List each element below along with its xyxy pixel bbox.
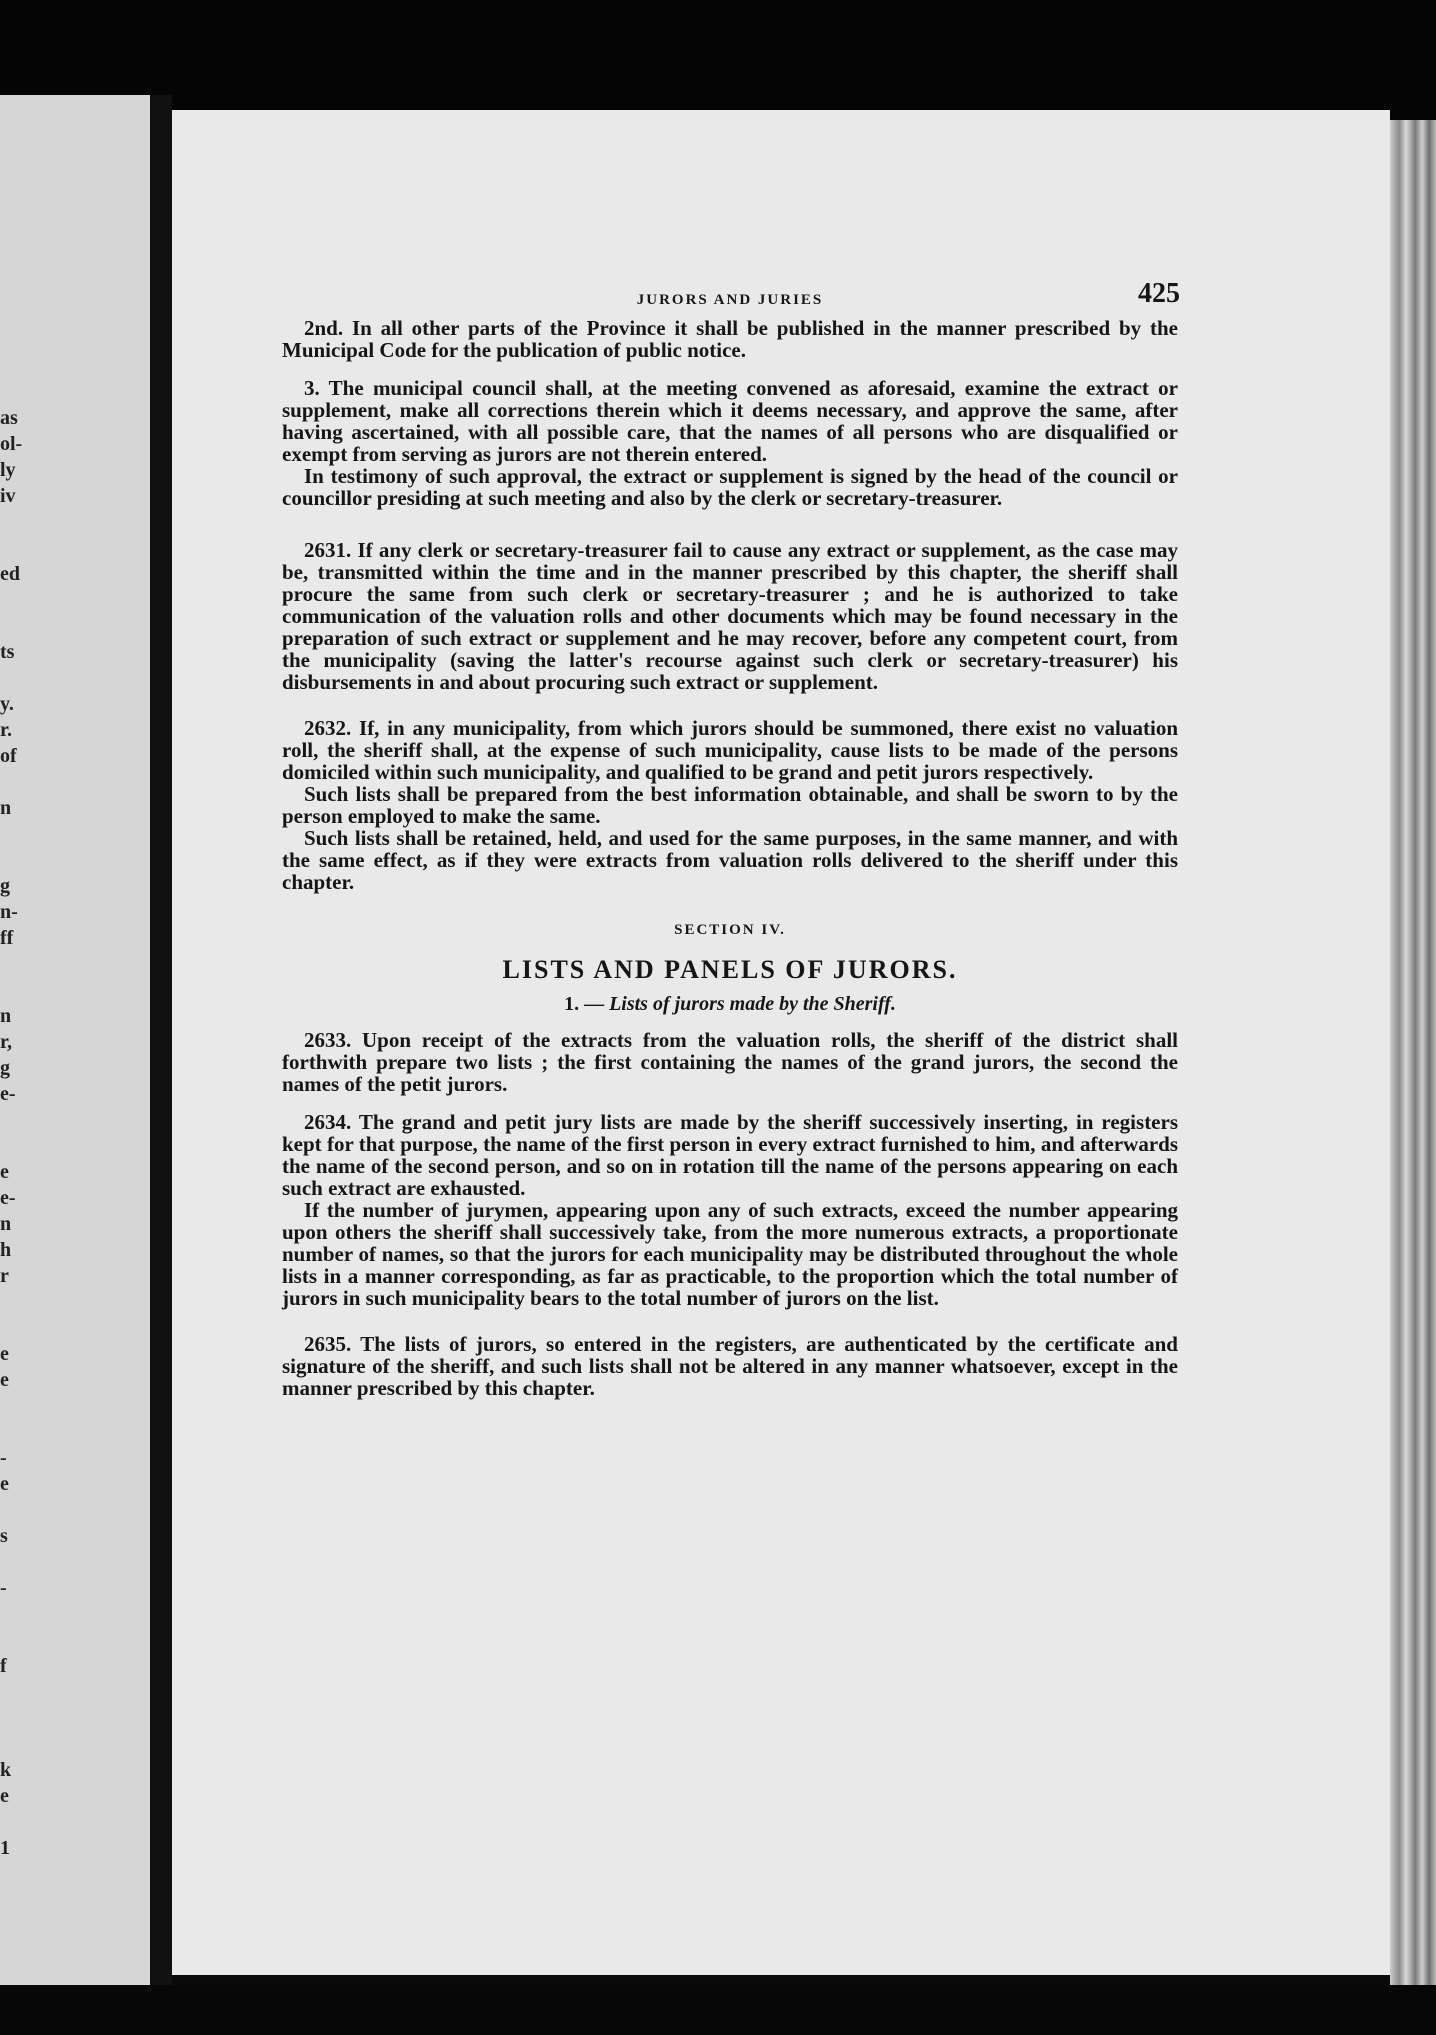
facing-page-fragment: e [0,1343,9,1365]
facing-page-fragment: n [0,1213,12,1235]
facing-page-fragment [0,535,70,561]
facing-page-fragment: e- [0,1083,16,1105]
paragraph-testimony: In testimony of such approval, the extract or supplement is signed by the head of the council or councillor presiding at such meeting and also by the clerk or secretary-treasurer. [282,464,1178,510]
running-head [282,278,1180,317]
facing-page-fragment [0,821,70,847]
facing-page-fragment: r, [0,1031,13,1053]
paragraph-2632-c: Such lists shall be retained, held, and used for the same purposes, in the same manner, and with the same effect, as if they were extracts from valuation rolls delivered to the sheriff under this chapter. [282,826,1178,894]
facing-page-fragment [0,977,70,1003]
facing-page-fragment: ed [0,563,20,585]
facing-page-fragment [0,1549,70,1575]
page-edges [1390,120,1436,1990]
facing-page-fragment: n [0,797,12,819]
facing-page-fragment [0,1731,70,1757]
facing-page-fragment: ff [0,927,14,949]
facing-page-fragment: k [0,1759,12,1781]
facing-page-fragment [0,1315,70,1341]
page-content [282,278,1180,1400]
facing-page-fragment: y. [0,693,14,715]
facing-page-fragment [0,613,70,639]
facing-page-fragment: e [0,1473,9,1495]
facing-page-fragment [0,951,70,977]
facing-page-fragment: as [0,407,18,429]
facing-page-fragment [0,1809,70,1835]
facing-page-fragment [0,1133,70,1159]
facing-page-fragment: e [0,1161,9,1183]
facing-page-fragment: f [0,1655,7,1677]
scanner-background-bottom [0,1985,1436,2035]
facing-page-fragment [0,665,70,691]
facing-page-fragment: r. [0,719,13,741]
facing-page-fragment: g [0,1057,10,1079]
facing-page-fragment [0,847,70,873]
facing-page-fragment [0,769,70,795]
subsection-title: 1. — Lists of jurors made by the Sheriff. [564,993,896,1015]
facing-page-fragment: ly [0,459,16,481]
facing-page-fragment: e [0,1785,9,1807]
book-gutter [150,95,172,1985]
paragraph-2632-b: Such lists shall be prepared from the best information obtainable, and shall be sworn to by the person employed to make the same. [282,782,1178,828]
section-label: SECTION IV. [674,922,786,938]
article-2635: 2635. The lists of jurors, so entered in the registers, are authenticated by the certificate and signature of the sheriff, and such lists shall not be altered in any manner whatsoever, except in the manner prescribed by this chapter. [282,1332,1178,1400]
scanner-background-top [0,0,1436,125]
running-title: JURORS AND JURIES [636,292,824,308]
facing-page-fragment [0,1107,70,1133]
article-2634: 2634. The grand and petit jury lists are made by the sheriff successively inserting, in registers kept for that purpose, the name of the first person in every extract furnished to him, and afterwards the name of the second person, and so on in rotation till the name of the persons appearing on each such extract are exhausted. [282,1110,1178,1200]
facing-page-fragment [0,1601,70,1627]
facing-page-fragment: iv [0,485,16,507]
facing-page-fragment [0,509,70,535]
article-2631: 2631. If any clerk or secretary-treasurer fail to cause any extract or supplement, as the case may be, transmitted within the time and in the manner prescribed by this chapter, the sheriff shall procure the same from such clerk or secretary-treasurer ; and he is authorized to take communication of the valuation rolls and other documents which may be found necessary in the preparation of such extract or supplement and he may recover, before any competent court, from the municipality (saving the latter's recourse against such clerk or secretary-treasurer) his disbursements in and about procuring such extract or supplement. [282,538,1178,694]
facing-page-fragment [0,1705,70,1731]
facing-page-fragment: - [0,1447,7,1469]
facing-page-fragment [0,1393,70,1419]
facing-page-fragment: of [0,745,17,767]
facing-page-fragment: s [0,1525,8,1547]
facing-page-fragment: ol- [0,433,23,455]
paragraph-3: 3. The municipal council shall, at the meeting convened as aforesaid, examine the extract or supplement, make all corrections therein which it deems necessary, and approve the same, after having ascertained, with all possible care, that the names of all persons who are disqualified or exempt from serving as jurors are not therein entered. [282,376,1178,466]
facing-page-fragment [0,587,70,613]
paragraph-2nd: 2nd. In all other parts of the Province it shall be published in the manner prescribed by the Municipal Code for the publication of public notice. [282,316,1178,362]
section-title: LISTS AND PANELS OF JURORS. [502,955,958,984]
facing-page-fragment: r [0,1265,9,1287]
facing-page-fragment: - [0,1577,7,1599]
facing-page-fragment: e- [0,1187,16,1209]
article-2632: 2632. If, in any municipality, from which jurors should be summoned, there exist no valuation roll, the sheriff shall, at the expense of such municipality, cause lists to be made of the persons domiciled within such municipality, and qualified to be grand and petit jurors respectively. [282,716,1179,784]
facing-page-fragment: n- [0,901,18,923]
facing-page-fragment: g [0,875,10,897]
paragraph-2634-b: If the number of jurymen, appearing upon any of such extracts, exceed the number appearing upon others the sheriff shall successively take, from the more numerous extracts, a proportionate number of names, so that the jurors for each municipality may be distributed throughout the whole lists in a manner corresponding, as far as practicable, to the proportion which the total number of jurors in such municipality bears to the total number of jurors on the list. [282,1198,1178,1310]
facing-page-fragment: h [0,1239,12,1261]
facing-page-fragment [0,1289,70,1315]
facing-page-fragment [0,1419,70,1445]
facing-page-fragment [0,1627,70,1653]
facing-page-fragment: 1 [0,1837,10,1859]
facing-page-fragment [0,1679,70,1705]
page-number: 425 [1138,278,1180,309]
facing-page-fragment: ts [0,641,15,663]
article-2633: 2633. Upon receipt of the extracts from the valuation rolls, the sheriff of the district shall forthwith prepare two lists ; the first containing the names of the grand jurors, the second the names of the petit jurors. [282,1028,1179,1096]
facing-page [0,95,150,1985]
facing-page-fragment [0,1497,70,1523]
facing-page-fragment: n [0,1005,12,1027]
facing-page-text-fragments [0,405,70,1861]
facing-page-fragment: e [0,1369,9,1391]
